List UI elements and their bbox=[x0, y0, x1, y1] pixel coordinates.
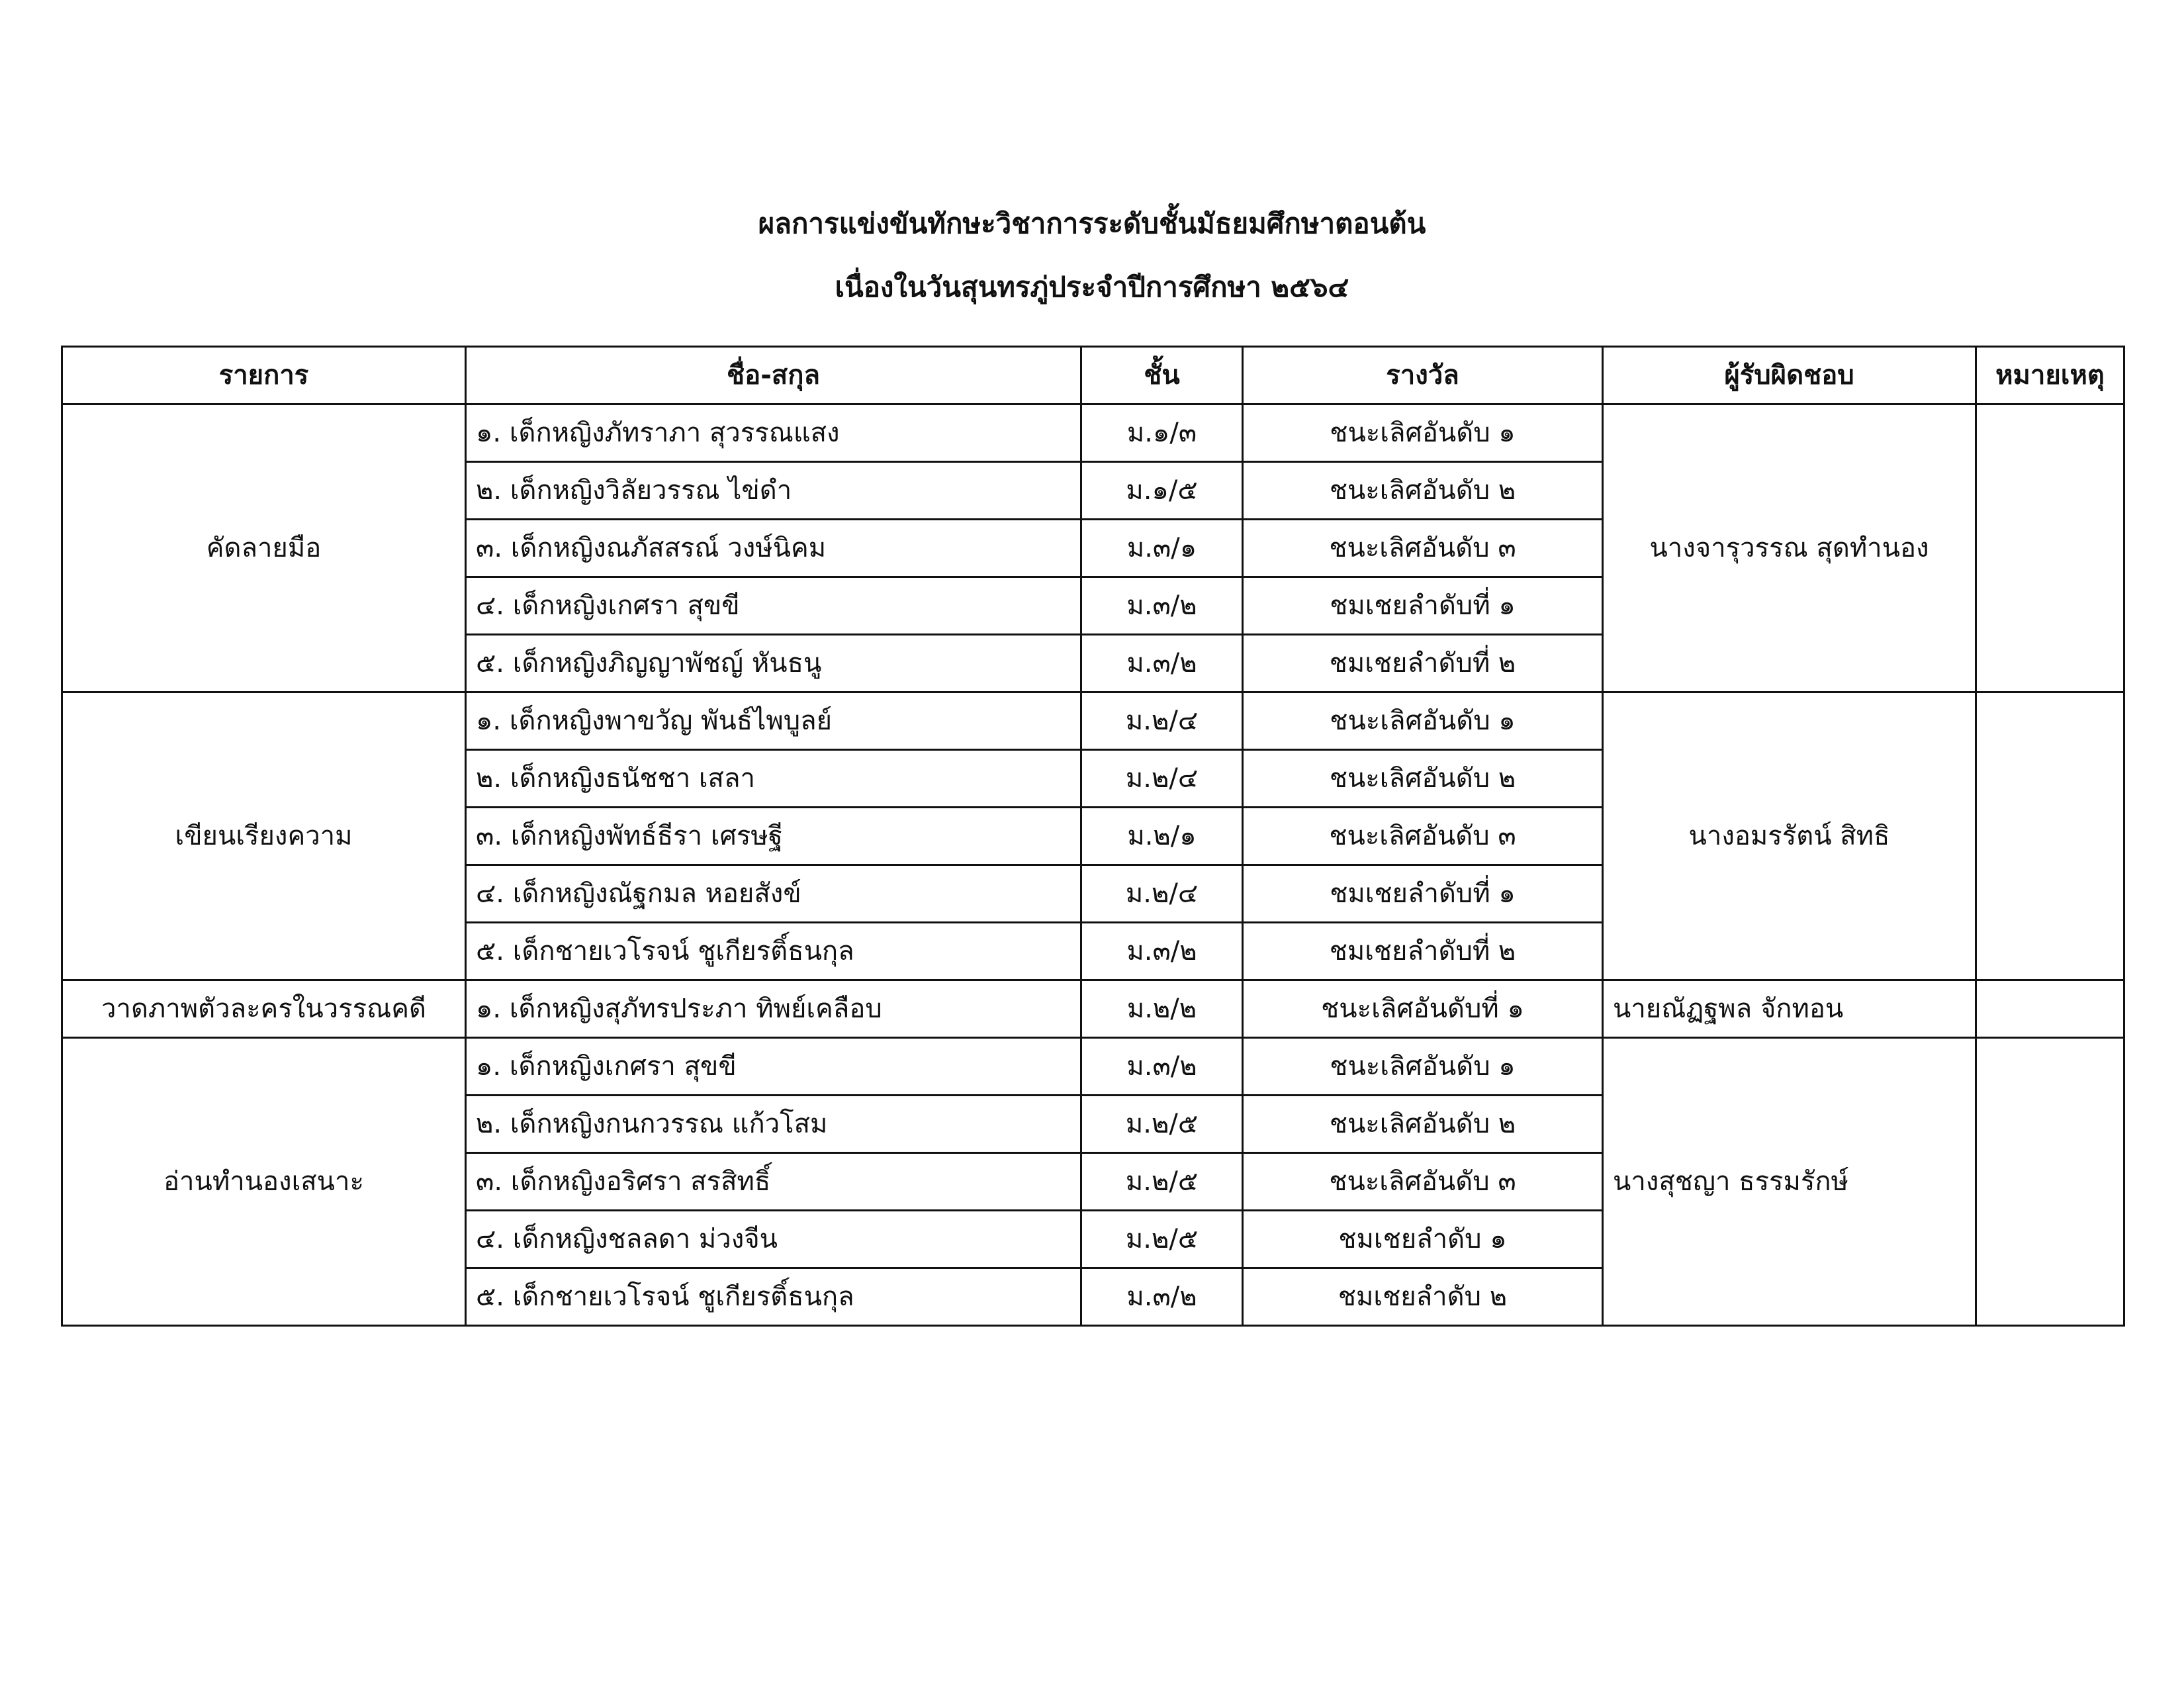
award-cell: ชนะเลิศอันดับ ๑ bbox=[1243, 1038, 1603, 1096]
award-cell: ชมเชยลำดับที่ ๑ bbox=[1243, 865, 1603, 923]
student-name-cell: ๓. เด็กหญิงอริศรา สรสิทธิ์ bbox=[466, 1153, 1081, 1211]
note-cell bbox=[1976, 692, 2124, 980]
page-subtitle: เนื่องในวันสุนทรภู่ประจำปีการศึกษา ๒๕๖๔ bbox=[835, 271, 1349, 303]
responsible-cell: นายณัฏฐพล จักทอน bbox=[1603, 980, 1976, 1038]
page-title: ผลการแข่งขันทักษะวิชาการระดับชั้นมัธยมศึกษาตอนต้น bbox=[758, 207, 1426, 240]
student-name-cell: ๔. เด็กหญิงเกศรา สุขขี bbox=[466, 577, 1081, 635]
grade-cell: ม.๑/๕ bbox=[1081, 462, 1243, 520]
award-cell: ชนะเลิศอันดับ ๒ bbox=[1243, 750, 1603, 808]
note-cell bbox=[1976, 980, 2124, 1038]
student-name-cell: ๒. เด็กหญิงธนัชชา เสลา bbox=[466, 750, 1081, 808]
grade-cell: ม.๓/๒ bbox=[1081, 635, 1243, 692]
grade-cell: ม.๒/๕ bbox=[1081, 1096, 1243, 1153]
grade-cell: ม.๓/๒ bbox=[1081, 923, 1243, 980]
grade-cell: ม.๒/๕ bbox=[1081, 1153, 1243, 1211]
table-row bbox=[62, 692, 2124, 750]
responsible-cell: นางสุชญา ธรรมรักษ์ bbox=[1603, 1038, 1976, 1326]
award-cell: ชมเชยลำดับ ๑ bbox=[1243, 1211, 1603, 1268]
results-table bbox=[61, 346, 2125, 1327]
category-cell: อ่านทำนองเสนาะ bbox=[62, 1038, 466, 1326]
table-header-row bbox=[62, 347, 2124, 404]
award-cell: ชนะเลิศอันดับ ๓ bbox=[1243, 1153, 1603, 1211]
award-cell: ชนะเลิศอันดับ ๓ bbox=[1243, 808, 1603, 865]
grade-cell: ม.๒/๕ bbox=[1081, 1211, 1243, 1268]
student-name-cell: ๕. เด็กหญิงภิญญาพัชญ์ หันธนู bbox=[466, 635, 1081, 692]
award-cell: ชมเชยลำดับที่ ๑ bbox=[1243, 577, 1603, 635]
category-cell: คัดลายมือ bbox=[62, 404, 466, 692]
award-cell: ชนะเลิศอันดับ ๓ bbox=[1243, 520, 1603, 577]
student-name-cell: ๓. เด็กหญิงพัทธ์ธีรา เศรษฐี bbox=[466, 808, 1081, 865]
header-award: รางวัล bbox=[1243, 347, 1603, 404]
grade-cell: ม.๒/๔ bbox=[1081, 865, 1243, 923]
grade-cell: ม.๒/๒ bbox=[1081, 980, 1243, 1038]
award-cell: ชนะเลิศอันดับ ๑ bbox=[1243, 404, 1603, 462]
header-name: ชื่อ-สกุล bbox=[466, 347, 1081, 404]
student-name-cell: ๑. เด็กหญิงภัทราภา สุวรรณแสง bbox=[466, 404, 1081, 462]
award-cell: ชมเชยลำดับ ๒ bbox=[1243, 1268, 1603, 1326]
student-name-cell: ๔. เด็กหญิงชลลดา ม่วงจีน bbox=[466, 1211, 1081, 1268]
header-grade: ชั้น bbox=[1081, 347, 1243, 404]
header-note: หมายเหตุ bbox=[1976, 347, 2124, 404]
award-cell: ชนะเลิศอันดับ ๑ bbox=[1243, 692, 1603, 750]
student-name-cell: ๑. เด็กหญิงสุภัทรประภา ทิพย์เคลือบ bbox=[466, 980, 1081, 1038]
student-name-cell: ๒. เด็กหญิงวิลัยวรรณ ไข่ดำ bbox=[466, 462, 1081, 520]
note-cell bbox=[1976, 404, 2124, 692]
header-category: รายการ bbox=[62, 347, 466, 404]
grade-cell: ม.๓/๒ bbox=[1081, 1038, 1243, 1096]
grade-cell: ม.๒/๔ bbox=[1081, 750, 1243, 808]
student-name-cell: ๕. เด็กชายเวโรจน์ ชูเกียรติ์ธนกุล bbox=[466, 1268, 1081, 1326]
responsible-cell: นางจารุวรรณ สุดทำนอง bbox=[1603, 404, 1976, 692]
grade-cell: ม.๒/๔ bbox=[1081, 692, 1243, 750]
student-name-cell: ๑. เด็กหญิงพาขวัญ พันธ์ไพบูลย์ bbox=[466, 692, 1081, 750]
grade-cell: ม.๓/๑ bbox=[1081, 520, 1243, 577]
student-name-cell: ๓. เด็กหญิงณภัสสรณ์ วงษ์นิคม bbox=[466, 520, 1081, 577]
responsible-cell: นางอมรรัตน์ สิทธิ bbox=[1603, 692, 1976, 980]
category-cell: เขียนเรียงความ bbox=[62, 692, 466, 980]
note-cell bbox=[1976, 1038, 2124, 1326]
grade-cell: ม.๓/๒ bbox=[1081, 577, 1243, 635]
student-name-cell: ๒. เด็กหญิงกนกวรรณ แก้วโสม bbox=[466, 1096, 1081, 1153]
grade-cell: ม.๒/๑ bbox=[1081, 808, 1243, 865]
student-name-cell: ๔. เด็กหญิงณัฐกมล หอยสังข์ bbox=[466, 865, 1081, 923]
award-cell: ชมเชยลำดับที่ ๒ bbox=[1243, 923, 1603, 980]
award-cell: ชนะเลิศอันดับ ๒ bbox=[1243, 1096, 1603, 1153]
header-responsible: ผู้รับผิดชอบ bbox=[1603, 347, 1976, 404]
award-cell: ชมเชยลำดับที่ ๒ bbox=[1243, 635, 1603, 692]
award-cell: ชนะเลิศอันดับ ๒ bbox=[1243, 462, 1603, 520]
table-body bbox=[62, 404, 2124, 1326]
table-row bbox=[62, 980, 2124, 1038]
table-row bbox=[62, 1038, 2124, 1096]
student-name-cell: ๑. เด็กหญิงเกศรา สุขขี bbox=[466, 1038, 1081, 1096]
table-row bbox=[62, 404, 2124, 462]
grade-cell: ม.๓/๒ bbox=[1081, 1268, 1243, 1326]
grade-cell: ม.๑/๓ bbox=[1081, 404, 1243, 462]
student-name-cell: ๕. เด็กชายเวโรจน์ ชูเกียรติ์ธนกุล bbox=[466, 923, 1081, 980]
award-cell: ชนะเลิศอันดับที่ ๑ bbox=[1243, 980, 1603, 1038]
category-cell: วาดภาพตัวละครในวรรณคดี bbox=[62, 980, 466, 1038]
